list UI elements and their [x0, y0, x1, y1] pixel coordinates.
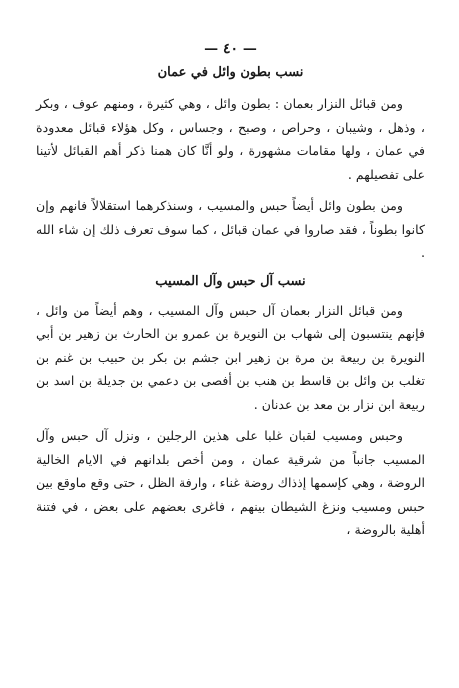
chapter-title: نسب بطون وائل في عمان — [157, 65, 304, 80]
paragraph: ومن بطون وائل أيضاً حبس والمسيب ، وسنذكرهما استقلالاً فانهم وإن كانوا بطوناً ، فقد صاروا في عمان قبائل ، كما سوف تعرف ذلك إن شاء الله . — [36, 198, 425, 260]
paragraph: ومن قبائل النزار بعمان : بطون وائل ، وهي كثيرة ، ومنهم عوف ، وبكر ، وذهل ، وشيبان ، وحراص ، وصبح ، وجساس ، وكل هؤلاء قبائل معدودة في عمان ، ولها مقامات مشهورة ، ولو أنَّا كان همنا ذكر أهم القبائل لأتينا على تفصيلهم . — [36, 96, 425, 182]
paragraph: ومن قبائل النزار بعمان آل حبس وآل المسيب ، وهم أيضاً من وائل ، فإنهم ينتسبون إلى شهاب بن النويرة بن عمرو بن الحارث بن زهير بن أبي النويرة بن ربيعة بن مرة بن زهير ابن جشم بن بكر بن حبيب بن غنم بن تغلب بن وائل بن قاسط بن هنب بن أفصى بن دعمي بن جديلة بن اسد بن ربيعة ابن نزار بن معد بن عدنان . — [36, 302, 425, 412]
section-title: نسب آل حبس وآل المسيب — [155, 273, 306, 289]
page-number: — ٤٠ — — [204, 41, 257, 57]
paragraph: وحبس ومسيب لقبان غلبا على هذين الرجلين ، ونزل آل حبس وآل المسيب جانباً من شرقية عمان ، ومن أخص بلدانهم في الايام الخالية الروضة ، وهي كإسمها إذذاك روضة غناء ، وارفة الظل ، حتى وقع ماوقع بين حبس ومسيب ونزغ الشيطان بينهم ، فاغرى بعضهم على بعض ، في فتنة أهلية بالروضة ، — [36, 428, 425, 537]
